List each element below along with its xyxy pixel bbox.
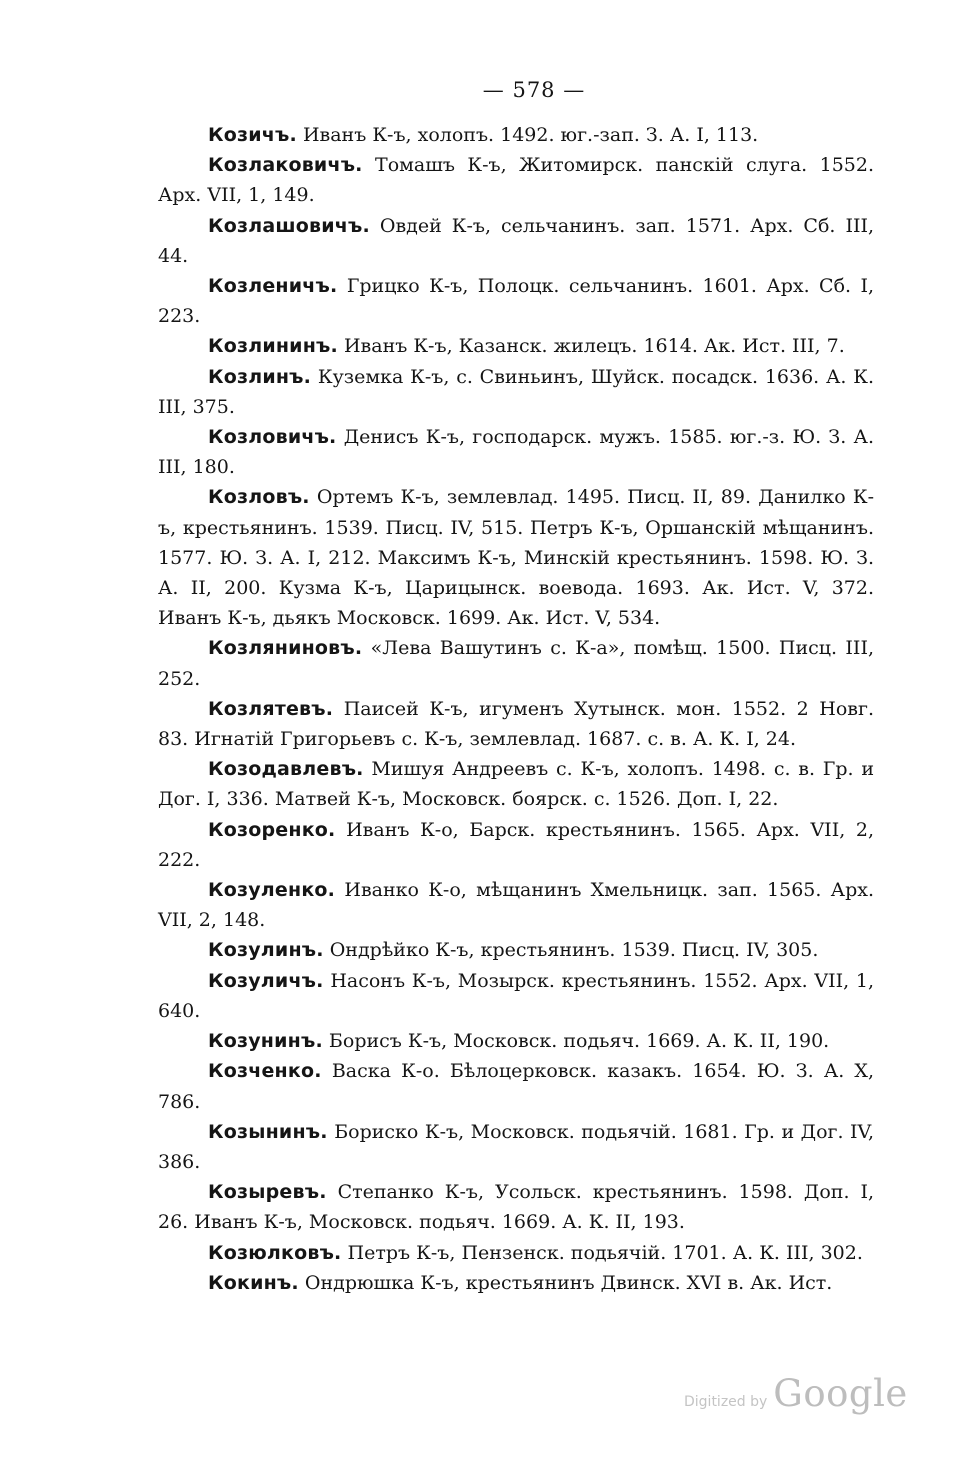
dictionary-entry <box>158 633 874 693</box>
entry-text: Бориско К-ъ, Московск. подьячій. 1681. Гр. и Дог. IV, 386. <box>158 1120 874 1173</box>
entry-headword: Кокинъ. <box>208 1271 299 1294</box>
dictionary-entry <box>158 150 874 210</box>
dictionary-entry <box>158 1117 874 1177</box>
entry-text: Денисъ К-ъ, господарск. мужъ. 1585. юг.-з. Ю. З. А. III, 180. <box>158 426 874 479</box>
dictionary-entry <box>158 935 874 965</box>
dictionary-entry <box>158 211 874 271</box>
entry-text: Степанко К-ъ, Усольск. крестьянинъ. 1598. Доп. I, 26. Иванъ К-ъ, Московск. подьяч. 1669. А. К. II, 193. <box>158 1181 874 1234</box>
entry-headword: Козуличъ. <box>208 969 324 992</box>
entry-text: Иванъ К-ъ, Казанск. жилецъ. 1614. Ак. Ист. III, 7. <box>343 335 845 358</box>
entry-headword: Козлаковичъ. <box>208 154 363 177</box>
dictionary-entry <box>158 271 874 331</box>
entry-headword: Козлинъ. <box>208 365 312 388</box>
entry-headword: Козюлковъ. <box>208 1241 342 1264</box>
entry-headword: Козыревъ. <box>208 1181 327 1204</box>
entry-text: Петръ К-ъ, Пензенск. подьячій. 1701. А. К. III, 302. <box>347 1241 863 1264</box>
entry-text: Куземка К-ъ, с. Свиньинъ, Шуйск. посадск. 1636. А. К. III, 375. <box>158 365 874 418</box>
entry-headword: Козловичъ. <box>208 426 337 449</box>
dictionary-entry <box>158 120 874 150</box>
entry-text: Паисей К-ъ, игуменъ Хутынск. мон. 1552. 2 Новг. 83. Игнатій Григорьевъ с. К-ъ, землевлад. 1687. с. в. А. К. I, 24. <box>158 697 874 751</box>
dictionary-entry <box>158 815 874 875</box>
dictionary-entry <box>158 1177 874 1237</box>
entry-text: Иванъ К-о, Барск. крестьянинъ. 1565. Арх. VII, 2, 222. <box>158 818 874 871</box>
entry-headword: Козынинъ. <box>208 1120 328 1143</box>
entry-headword: Козулинъ. <box>208 939 324 962</box>
entry-text: Насонъ К-ъ, Мозырск. крестьянинъ. 1552. Арх. VII, 1, 640. <box>158 969 874 1022</box>
entry-text: «Лева Вашутинъ с. К-а», помѣщ. 1500. Писц. III, 252. <box>158 637 874 690</box>
digitized-watermark <box>684 1372 908 1415</box>
entry-headword: Козлятевъ. <box>208 697 334 720</box>
entry-headword: Козлашовичъ. <box>208 214 370 237</box>
entry-text: Мишуя Андреевъ с. К-ъ, холопъ. 1498. с. в. Гр. и Дог. I, 336. Матвей К-ъ, Московск. боярск. с. 1526. Доп. I, 22. <box>158 758 874 811</box>
dictionary-entry <box>158 482 874 633</box>
book-page <box>158 78 874 1298</box>
dictionary-entry <box>158 966 874 1026</box>
dictionary-entry <box>158 1238 874 1268</box>
entry-text: Ондрюшка К-ъ, крестьянинъ Двинск. XVI в. Ак. Ист. <box>304 1271 833 1294</box>
entry-headword: Козичъ. <box>208 124 297 146</box>
page-number: — 578 — <box>482 78 586 102</box>
dictionary-entry <box>158 694 874 754</box>
dictionary-entry <box>158 1268 874 1298</box>
dictionary-entry <box>158 1026 874 1056</box>
entry-text: Иванко К-о, мѣщанинъ Хмельницк. зап. 1565. Арх. VII, 2, 148. <box>158 879 874 932</box>
entry-text: Борисъ К-ъ, Московск. подьяч. 1669. А. К. II, 190. <box>328 1030 830 1053</box>
entry-headword: Козловъ. <box>208 486 310 509</box>
entry-text: Иванъ К-ъ, холопъ. 1492. юг.-зап. З. А. I, 113. <box>302 124 759 146</box>
entry-headword: Козляниновъ. <box>208 637 363 660</box>
entry-text: Овдей К-ъ, сельчанинъ. зап. 1571. Арх. Сб. III, 44. <box>158 214 874 267</box>
entry-text: Васка К-о. Бѣлоцерковск. казакъ. 1654. Ю. З. А. X, 786. <box>158 1060 874 1113</box>
dictionary-entry <box>158 754 874 814</box>
digitized-by-label: Digitized by <box>684 1394 768 1410</box>
dictionary-entries <box>158 120 874 1298</box>
entry-headword: Козченко. <box>208 1060 322 1083</box>
entry-text: Ондрѣйко К-ъ, крестьянинъ. 1539. Писц. IV, 305. <box>329 939 819 962</box>
google-logo: Google <box>773 1372 908 1415</box>
entry-headword: Козоренко. <box>208 818 336 841</box>
entry-headword: Козодавлевъ. <box>208 758 364 781</box>
dictionary-entry <box>158 875 874 935</box>
entry-text: Томашъ К-ъ, Житомирск. панскій слуга. 1552. Арх. VII, 1, 149. <box>158 154 875 207</box>
entry-headword: Козуленко. <box>208 879 336 902</box>
entry-headword: Козунинъ. <box>208 1030 323 1053</box>
entry-text: Грицко К-ъ, Полоцк. сельчанинъ. 1601. Арх. Сб. I, 223. <box>158 275 874 328</box>
dictionary-entry <box>158 331 874 361</box>
entry-headword: Козлининъ. <box>208 335 338 358</box>
dictionary-entry <box>158 362 874 422</box>
dictionary-entry <box>158 1056 874 1116</box>
dictionary-entry <box>158 422 874 482</box>
entry-text: Ортемъ К-ъ, землевлад. 1495. Писц. II, 89. Данилко К-ъ, крестьянинъ. 1539. Писц. IV, 515. Петръ К-ъ, Оршанскій мѣщанинъ. 1577. Ю. З. А. I, 212. Максимъ К-ъ, Минскій крестьянинъ. 1598. Ю. З. А. II, 200. Кузма К-ъ, Царицынск. воевода. 1693. Ак. Ист. V, 372. Иванъ К-ъ, дьякъ Московск. 1699. Ак. Ист. V, 534. <box>158 486 874 630</box>
entry-headword: Козленичъ. <box>208 275 338 298</box>
